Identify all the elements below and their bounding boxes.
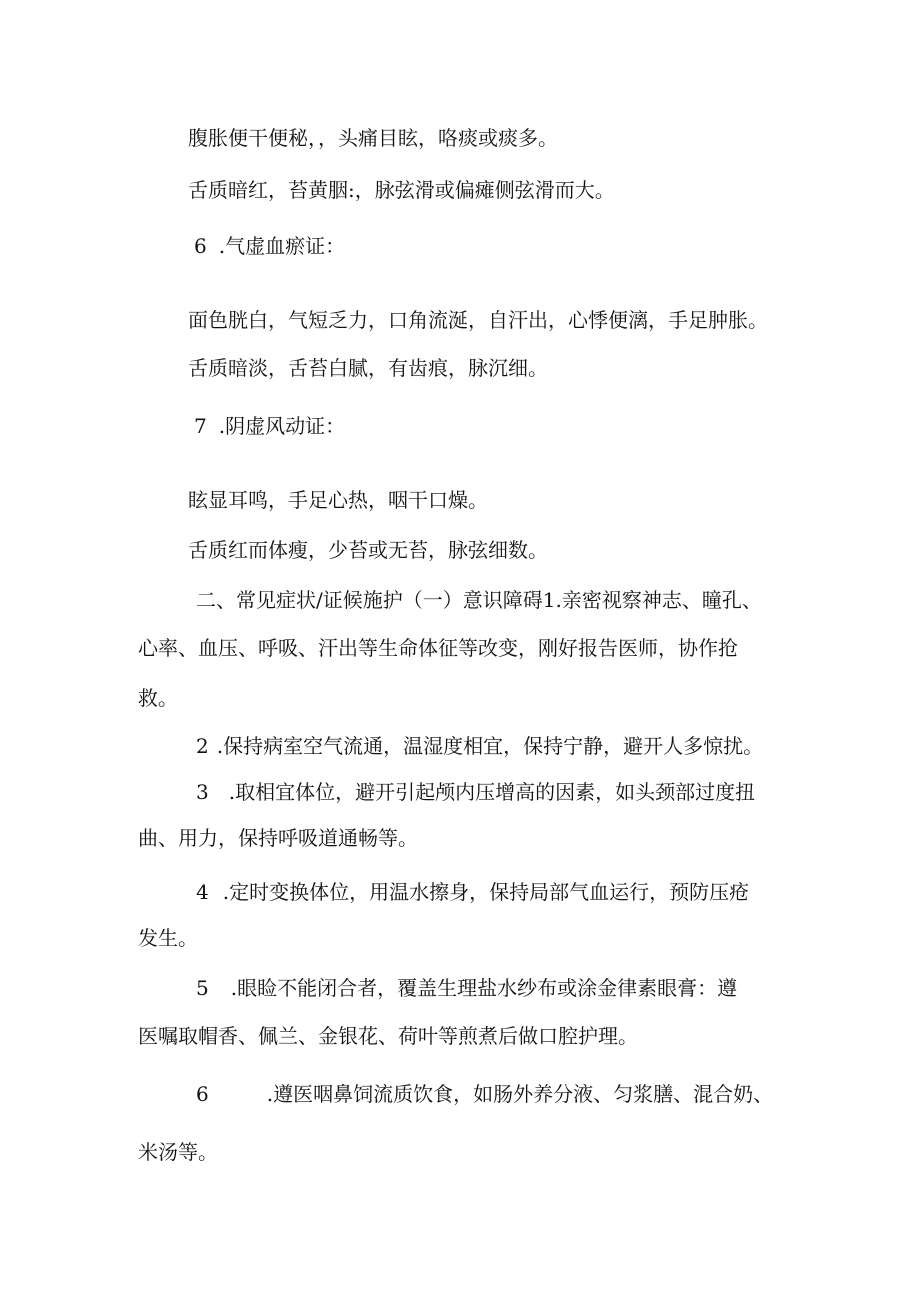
text: 曲、用力，保持呼吸道通畅等。 bbox=[138, 826, 418, 850]
item-number: 2 bbox=[196, 734, 209, 758]
text: 面色胱白，气短乏力，口角流涎，自汗出，心悸便漓，手足肿胀。 bbox=[188, 308, 768, 332]
text: 医嘱取帽香、佩兰、金银花、荷叶等煎煮后做口腔护理。 bbox=[138, 1024, 638, 1048]
list-item-5 bbox=[196, 974, 737, 1002]
item-text: .取相宜体位，避开引起颅内压增高的因素，如头颈部过度扭 bbox=[228, 780, 756, 804]
item-number: 4 bbox=[196, 880, 209, 904]
paragraph-line bbox=[138, 684, 178, 712]
text: 舌质暗红，苔黄胭:，脉弦滑或偏瘫侧弦滑而大。 bbox=[188, 178, 615, 202]
list-item-4 bbox=[196, 878, 749, 906]
paragraph-line bbox=[138, 1022, 638, 1050]
section-heading-6 bbox=[194, 232, 345, 260]
paragraph-line bbox=[138, 1138, 218, 1166]
text: 米汤等。 bbox=[138, 1140, 218, 1164]
text: 心率、血压、呼吸、汗出等生命体征等改变，刚好报告医师，协作抢 bbox=[138, 636, 738, 660]
list-item-2 bbox=[196, 732, 763, 760]
item-text: .遵医咽鼻饲流质饮食，如肠外养分液、匀浆膳、混合奶、 bbox=[266, 1082, 774, 1106]
paragraph-line bbox=[188, 536, 548, 564]
item-text: .眼睑不能闭合者，覆盖生理盐水纱布或涂金律素眼膏：遵 bbox=[230, 976, 738, 1000]
heading-text: .阴虚风动证： bbox=[218, 414, 346, 438]
section-heading-7 bbox=[194, 412, 345, 440]
text: 舌质暗淡，舌苔白腻，有齿痕，脉沉细。 bbox=[188, 356, 548, 380]
item-number: 6 bbox=[196, 1082, 209, 1106]
heading-number: 6 bbox=[194, 234, 207, 258]
heading-number: 7 bbox=[194, 414, 207, 438]
paragraph-line bbox=[188, 176, 615, 204]
text: 二、常见症状/证候施护（一）意识障碍1.亲密视察神志、瞳孔、 bbox=[196, 588, 762, 612]
text: 救。 bbox=[138, 686, 178, 710]
paragraph-line bbox=[188, 486, 488, 514]
paragraph-line bbox=[188, 354, 548, 382]
paragraph-line bbox=[138, 634, 738, 662]
text: 舌质红而体瘦，少苔或无苔，脉弦细数。 bbox=[188, 538, 548, 562]
section-heading-2 bbox=[196, 586, 762, 614]
heading-text: .气虚血瘀证： bbox=[218, 234, 346, 258]
text: 眩显耳鸣，手足心热，咽干口燥。 bbox=[188, 488, 488, 512]
item-text: .保持病室空气流通，温湿度相宜，保持宁静，避开人多惊扰。 bbox=[216, 734, 764, 758]
item-number: 3 bbox=[196, 780, 209, 804]
paragraph-line bbox=[138, 924, 198, 952]
list-item-6 bbox=[196, 1080, 773, 1108]
text: 腹胀便干便秘，，头痛目眩，咯痰或痰多。 bbox=[188, 126, 558, 150]
item-text: .定时变换体位，用温水擦身，保持局部气血运行，预防压疮 bbox=[222, 880, 750, 904]
text: 发生。 bbox=[138, 926, 198, 950]
paragraph-line bbox=[188, 124, 558, 152]
item-number: 5 bbox=[196, 976, 209, 1000]
list-item-3 bbox=[196, 778, 755, 806]
paragraph-line bbox=[188, 306, 768, 334]
paragraph-line bbox=[138, 824, 418, 852]
